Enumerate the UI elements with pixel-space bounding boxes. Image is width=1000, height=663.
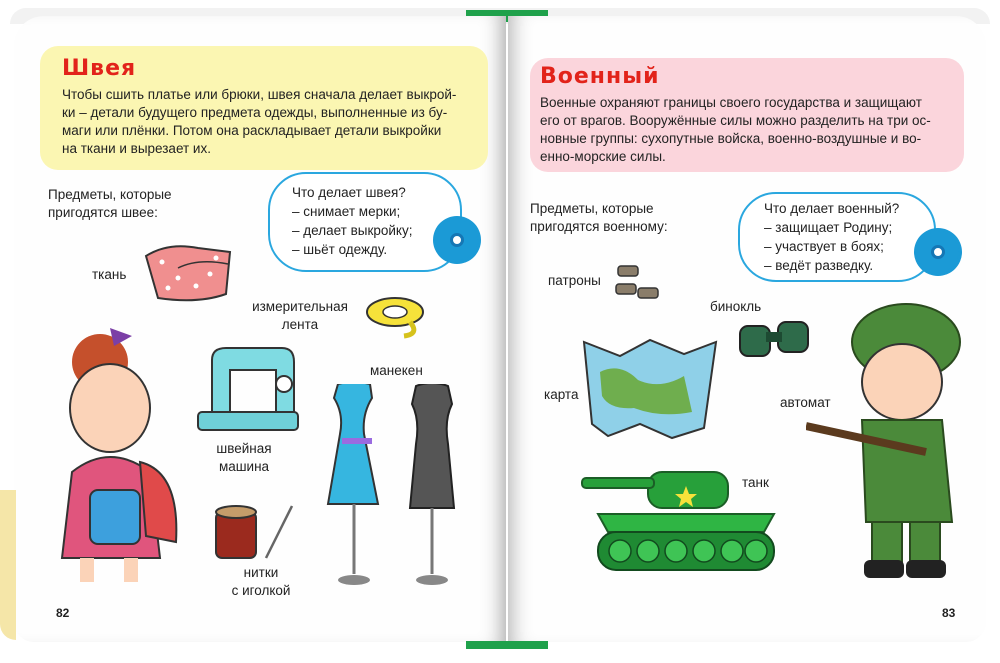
desc-line: новные группы: сухопутные войска, военно-воздушные и во- (540, 131, 922, 146)
bubble-question: Что делает швея? (292, 185, 406, 200)
binoculars-illustration (736, 314, 816, 364)
binoculars-label: бинокль (710, 299, 762, 314)
right-description (540, 94, 970, 166)
left-description (62, 86, 492, 158)
label-line: швейная (216, 441, 272, 456)
bubble-answer: – участвует в боях; (764, 239, 884, 254)
desc-line: Чтобы сшить платье или брюки, швея сначала делает выкрой- (62, 87, 457, 102)
bubble-answer: – делает выкройку; (292, 223, 413, 238)
right-items-heading (530, 200, 668, 236)
page-edge-decoration (0, 490, 16, 640)
mannequins-illustration (318, 384, 478, 594)
desc-line: ки – детали будущего предмета одежды, выполненные из бу- (62, 105, 448, 120)
bubble-answer: – шьёт одежду. (292, 242, 388, 257)
bubble-answer: – защищает Родину; (764, 220, 893, 235)
label-line: с иголкой (231, 583, 291, 598)
label-line: машина (218, 459, 270, 474)
thread-needle-illustration (210, 498, 300, 568)
right-page-title: Военный (540, 64, 660, 89)
heading-line: Предметы, которые (530, 201, 654, 216)
tank-illustration (578, 452, 788, 584)
desc-line: его от врагов. Вооружённые силы можно разделить на три ос- (540, 113, 931, 128)
heading-line: пригодятся швее: (48, 205, 158, 220)
sewing-machine-illustration (190, 340, 305, 438)
rifle-label: автомат (780, 395, 831, 410)
map-illustration (580, 332, 720, 442)
heading-line: Предметы, которые (48, 187, 172, 202)
tape-label (250, 298, 350, 334)
left-page-number: 82 (56, 606, 70, 620)
tank-label: танк (742, 475, 769, 490)
left-bubble-text (292, 183, 412, 259)
fabric-illustration (138, 238, 238, 308)
fabric-label: ткань (92, 267, 127, 282)
gear-icon (433, 216, 481, 264)
left-items-heading (48, 186, 172, 222)
desc-line: Военные охраняют границы своего государства и защищают (540, 95, 922, 110)
label-line: нитки (243, 565, 279, 580)
cartridges-label: патроны (548, 273, 601, 288)
label-line: измерительная (252, 299, 348, 314)
label-line: лента (281, 317, 319, 332)
mannequin-label: манекен (370, 363, 423, 378)
bubble-answer: – ведёт разведку. (764, 258, 874, 273)
cartridges-illustration (612, 262, 662, 304)
right-page-number: 83 (942, 606, 956, 620)
desc-line: на ткани и вырезает их. (62, 141, 211, 156)
heading-line: пригодятся военному: (530, 219, 668, 234)
right-bubble-text (764, 199, 899, 275)
machine-label (214, 440, 274, 476)
soldier-boy-illustration (806, 302, 966, 592)
left-page-title: Швея (62, 56, 137, 81)
thread-label (226, 564, 296, 600)
bubble-question: Что делает военный? (764, 201, 900, 216)
desc-line: енно-морские силы. (540, 149, 666, 164)
seamstress-girl-illustration (40, 322, 190, 602)
gear-icon (914, 228, 962, 276)
measuring-tape-illustration (360, 290, 430, 340)
book-spine-bottom (466, 641, 548, 649)
desc-line: маги или плёнки. Потом она раскладывает детали выкройки (62, 123, 442, 138)
map-label: карта (544, 387, 579, 402)
bubble-answer: – снимает мерки; (292, 204, 401, 219)
